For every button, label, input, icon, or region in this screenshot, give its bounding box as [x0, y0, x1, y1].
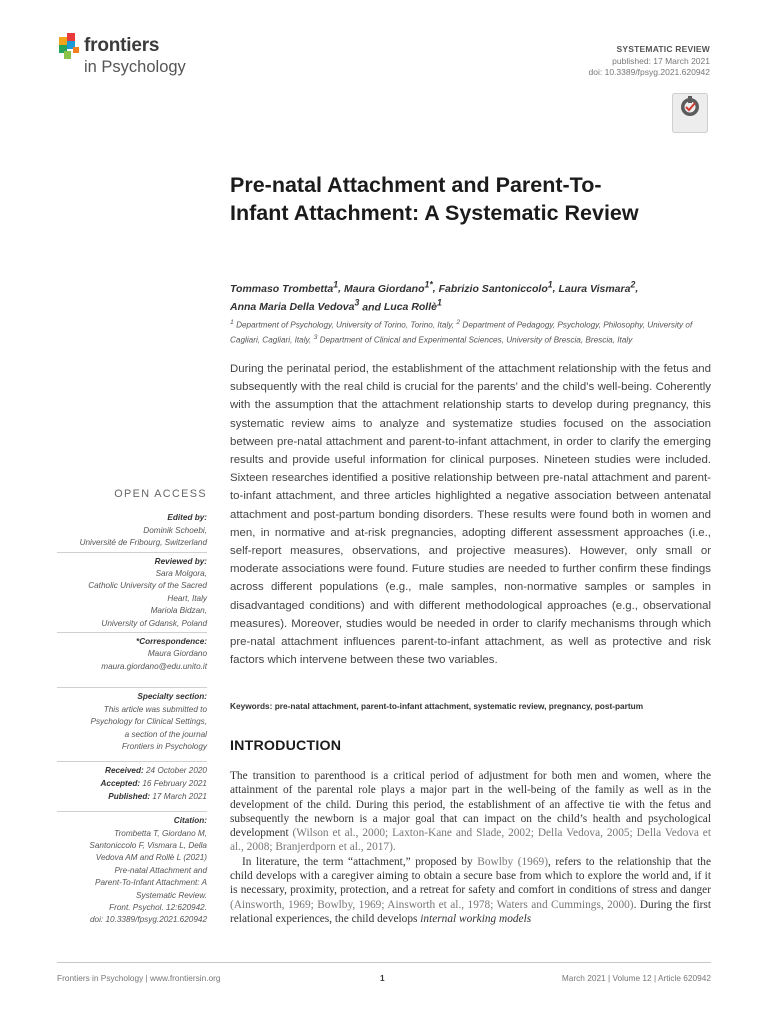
author[interactable]: Laura Vismara$^2$ — [558, 279, 636, 295]
footer-issue-info: March 2021 | Volume 12 | Article 620942 — [561, 973, 711, 983]
check-for-updates-badge[interactable] — [672, 93, 708, 133]
specialty-section-label: Specialty section: — [137, 692, 207, 702]
correspondence-label: *Correspondence: — [136, 637, 207, 647]
specialty-line: Psychology for Clinical Settings, — [90, 717, 207, 727]
reviewer-line: University of Gdansk, Poland — [101, 618, 207, 628]
reviewed-by-label: Reviewed by: — [154, 556, 207, 566]
author[interactable]: Anna Maria Della Vedova$^3$ — [230, 297, 360, 313]
divider — [57, 552, 207, 553]
crossmark-icon — [672, 93, 708, 133]
article-meta — [589, 44, 710, 79]
reviewer-line: Heart, Italy — [167, 593, 207, 603]
citation-line: Vedova AM and Rollè L (2021) — [95, 853, 207, 863]
citation-line: Front. Psychol. 12:620942. — [109, 902, 207, 912]
introduction-body — [230, 769, 711, 926]
open-access-label: OPEN ACCESS — [114, 488, 207, 500]
reviewer-line: Catholic University of the Sacred — [88, 581, 207, 591]
journal-brand-name: frontiers — [84, 35, 160, 56]
accepted-date: 16 February 2021 — [140, 778, 207, 788]
correspondence-name: Maura Giordano — [147, 649, 207, 659]
citation-doi[interactable]: doi: 10.3389/fpsyg.2021.620942 — [90, 915, 207, 925]
divider — [57, 632, 207, 633]
divider — [57, 761, 207, 762]
citation-link[interactable]: Bowlby (1969) — [477, 855, 548, 868]
article-dates — [57, 765, 207, 803]
introduction-heading: INTRODUCTION — [230, 738, 342, 754]
editor-line: Dominik Schoebi, — [143, 525, 207, 535]
abstract: During the perinatal period, the establishment of the attachment relationship with the fetus and subsequently with the real child is crucial for the parents’ and the child’s well-being. Coherently with the assumption that the attachment relationship starts to develop during pregnancy, this systematic review aims to analyze and systematize studies focused on the association between pre-natal attachment and parent-to-infant attachment, in order to clarify the emerging results and provide useful information for clinical purposes. Nineteen studies were included. Sixteen researches identified a positive relationship between pre-natal attachment and parent-to-infant attachment, and three articles highlighted a negative association between antenatal attachment and post-partum bonding disorders. These results were found both in women and men, in normative and at-risk pregnancies, adopting different assessment approaches (i.e., self-report measures, observations, and projective measures). However, only small or moderate associations were found. Future studies are needed to further confirm these findings across different populations (e.g., male samples, non-normative samples or samples in disadvantaged conditions) and with different methodological approaches (e.g., observational measures). Moreover, studies would be needed in order to clarify mechanisms through which pre-natal attachment influences parent-to-infant attachment, as well as protective and risk factors which intervene between these two variables. — [230, 363, 711, 667]
citation-line: Santoniccolo F, Vismara L, Della — [89, 840, 207, 850]
affiliations: $^1$ Department of Psychology, University of Torino, Torino, Italy, $^2$ Department of Pedagogy, Psychology, Philosophy, University of Cagliari, Cagliari, Italy, $^3$ Department of Clinical and Experimental Sciences, University of Brescia, Brescia, Italy — [230, 319, 693, 346]
page-number: 1 — [380, 973, 385, 983]
footer-journal-link[interactable]: Frontiers in Psychology | www.frontiersin.org — [57, 973, 221, 983]
citation-line: Systematic Review. — [136, 890, 207, 900]
published-date-sidebar: 17 March 2021 — [150, 791, 207, 801]
author[interactable]: Luca Rollè$^1$ — [383, 297, 442, 313]
specialty-line: a section of the journal — [124, 729, 207, 739]
citation-label: Citation: — [173, 816, 207, 826]
divider — [57, 811, 207, 812]
article-doi[interactable]: doi: 10.3389/fpsyg.2021.620942 — [588, 67, 710, 77]
paragraph: In literature, the term “attachment,” proposed by Bowlby (1969), refers to the relationship that the child develops with a caregiver aiming to obtain a secure base from which to explore the world and, if it is necessary, proximity, protection, and a retreat for safety and comfort in conditions of stress and danger (Ainsworth, 1969; Bowlby, 1969; Ainsworth et al., 1978; Waters and Cummings, 2000). During the first relational experiences, the child develops internal working models — [230, 855, 711, 925]
keywords-label: Keywords: — [230, 701, 273, 711]
frontiers-logo-icon — [57, 33, 81, 61]
author-list: Tommaso Trombetta$^1$, Maura Giordano$^{1*}$, Fabrizio Santoniccolo$^1$, Laura Vismara$^2$, Anna Maria Della Vedova$^3$ and Luca Rollè$^1$ — [230, 279, 639, 313]
keywords-text: pre-natal attachment, parent-to-infant attachment, systematic review, pregnancy, post-partum — [274, 701, 644, 711]
author[interactable]: Tommaso Trombetta$^1$ — [230, 279, 339, 295]
published-label: Published: — [108, 791, 151, 801]
keywords — [230, 701, 711, 711]
paragraph: The transition to parenthood is a critical period of adjustment for both men and women, where the attainment of the parental role plays a major part in the well-being of the family as well as in the development of the child. During this period, the establishment of an affective tie with the fetus and subsequently the newborn is a major goal that can impact on the child’s health and psychological development (Wilson et al., 2000; Laxton-Kane and Slade, 2002; Della Vedova, 2005; Della Vedova et al., 2008; Branjerdporn et al., 2017). — [230, 770, 711, 854]
received-label: Received: — [105, 766, 144, 776]
article-title: Pre-natal Attachment and Parent-To-Infant Attachment: A Systematic Review — [230, 173, 639, 225]
journal-logo[interactable] — [57, 33, 217, 83]
specialty-line: This article was submitted to — [103, 704, 207, 714]
citation-line: Trombetta T, Giordano M, — [114, 828, 207, 838]
reviewer-line: Sara Molgora, — [155, 569, 207, 579]
reviewer-line: Mariola Bidzan, — [150, 606, 207, 616]
divider — [57, 687, 207, 688]
citation-line: Parent-To-Infant Attachment: A — [95, 878, 207, 888]
edited-by-label: Edited by: — [167, 513, 207, 523]
published-date: published: 17 March 2021 — [612, 55, 710, 66]
editor-line: Université de Fribourg, Switzerland — [79, 538, 207, 548]
article-type: SYSTEMATIC REVIEW — [616, 44, 710, 54]
journal-subtitle: in Psychology — [84, 58, 186, 76]
footer-divider — [57, 962, 711, 963]
correspondence-email[interactable]: maura.giordano@edu.unito.it — [101, 661, 207, 671]
accepted-label: Accepted: — [100, 778, 141, 788]
received-date: 24 October 2020 — [143, 766, 207, 776]
citation-line: Pre-natal Attachment and — [114, 865, 207, 875]
article-info-sidebar — [57, 488, 207, 927]
specialty-line: Frontiers in Psychology — [121, 741, 207, 751]
author[interactable]: Maura Giordano$^{1*}$ — [344, 279, 433, 295]
author[interactable]: Fabrizio Santoniccolo$^1$ — [438, 279, 553, 295]
citation-link[interactable]: (Wilson et al., 2000; Laxton-Kane and Slade, 2002; Della Vedova, 2005; Della Vedova et al., 2008; Branjerdporn et al., 2017). — [230, 827, 711, 854]
citation-link[interactable]: (Ainsworth, 1969; Bowlby, 1969; Ainsworth et al., 1978; Waters and Cummings, 2000) — [230, 898, 634, 911]
